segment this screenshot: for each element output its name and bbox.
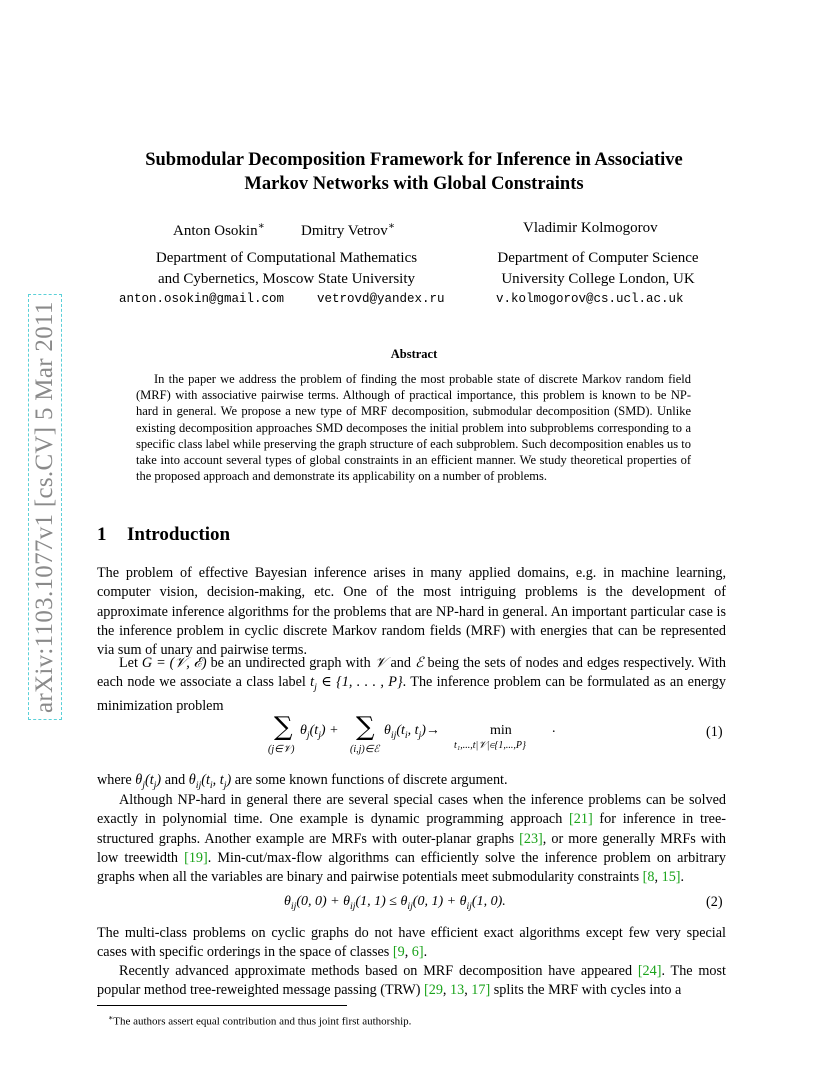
author-1 [173, 220, 265, 240]
equation-2: $\theta_{ij}(0$, $0) + \theta_{ij}(1$, $1) \le \theta_{ij}(0$, $1) + \theta_{ij}(1$, 0). [284, 894, 506, 912]
para3-text-3: , or more generally MRFs with low treewidth [97, 830, 726, 866]
section-heading [97, 524, 230, 546]
paragraph-1: The problem of effective Bayesian inference arises in many applied domains, e.g. in machine learning, computer vision, decision-making, etc. One of the most intriguing problems is the development of approximate inference algorithms for the problems that are NP-hard in general. An important particular case is the inference problem in cyclic discrete Markov random fields (MRF) with energies that can be represented via sum of unary and pairwise terms. [97, 565, 726, 659]
para2-math-label: t [310, 674, 315, 691]
equation-2-number: (2) [706, 894, 723, 910]
paragraph-3: Although NP-hard in general there are several special cases when the inference problems can be solved exactly in polynomial time. One example is dynamic programming approach [21] for inference in tree-structured graphs. Another example are MRFs with outer-planar graphs [23], or more generally MRFs with low treewidth [19]. Min-cut/max-flow algorithms can efficiently solve the inference problem on arbitrary graphs when all the variables are binary and pairwise potentials meet submodularity constraints [8, 15]. [97, 792, 726, 886]
sum-symbol-2: ∑ [356, 712, 375, 742]
abstract-heading: Abstract [390, 347, 438, 361]
para2-math-graph: G = (𝒱, ℰ) [141, 655, 207, 671]
where-text-1: where [97, 772, 136, 788]
paper-title [100, 148, 728, 196]
citation-6[interactable]: 6] [411, 944, 424, 961]
sum-2-subscript: (i,j)∈ℰ [350, 744, 380, 755]
footnote-mark: ∗ [108, 1013, 114, 1022]
author-1-name: Anton Osokin [173, 223, 258, 239]
citation-9[interactable]: [9 [392, 944, 405, 961]
para3-text-5: . [680, 869, 685, 886]
para2-text-3: and [386, 655, 415, 671]
para3-text-4: . Min-cut/max-flow algorithms can efficiently solve the inference problem on arbitrary graphs when all the variables are binary and pairwise potentials meet submodularity constraints [97, 849, 726, 886]
where-text-3: are some known functions of discrete argument. [231, 772, 508, 788]
citation-13[interactable]: 13 [450, 982, 465, 999]
para2-text-1: Let [119, 655, 142, 671]
equation-1-number: (1) [706, 724, 723, 740]
eq1-min: min [490, 723, 512, 738]
where-theta-ij: $\theta_{ij}(t_i$, $t_j$) [188, 772, 232, 791]
sum-1-subscript: (j∈𝒱) [268, 744, 295, 755]
author-2 [301, 220, 395, 240]
paragraph-2 [97, 654, 726, 717]
para2-math-nodes: 𝒱 [374, 655, 387, 671]
eq1-period: . [552, 721, 556, 736]
citation-29[interactable]: [29 [424, 982, 443, 999]
para5-text-1: Recently advanced approximate methods based on MRF decomposition have appeared [119, 963, 638, 979]
citation-19[interactable]: [19] [184, 849, 208, 866]
where-text-2: and [161, 772, 189, 788]
paragraph-4: The multi-class problems on cyclic graphs do not have efficient exact algorithms except few very special cases with specific orderings in the space of classes [9, 6]. [97, 925, 726, 961]
para3-text-2: for inference in tree-structured graphs. Another example are MRFs with outer-planar graphs [97, 811, 726, 847]
where-theta-j: $\theta_j(t_j)$ [135, 772, 162, 791]
para2-math-edges: ℰ [414, 655, 424, 671]
footnote-text: The authors assert equal contribution and thus joint first authorship. [113, 1015, 412, 1028]
citation-24[interactable]: [24] [637, 963, 662, 979]
footnote-divider [97, 1005, 347, 1006]
email-2[interactable]: vetrovd@yandex.ru [317, 292, 445, 306]
eq1-term-1: $\theta_j(t_j)$ + [300, 723, 339, 741]
para2-text-5: . The inference problem can be formulated as an energy minimization problem [97, 674, 726, 715]
para4-text-1: The multi-class problems on cyclic graphs do not have efficient exact algorithms except few very special cases with specific orderings in the space of classes [97, 925, 726, 961]
equation-1 [268, 712, 568, 760]
para5-text-2: . The most popular method tree-reweighted message passing (TRW) [97, 963, 726, 999]
title-line-1: Submodular Decomposition Framework for Inference in Associative [145, 150, 683, 170]
affiliation-left-line-1: Department of Computational Mathematics [155, 250, 418, 266]
author-3 [523, 220, 658, 237]
email-1[interactable]: anton.osokin@gmail.com [119, 292, 285, 306]
para2-text-2: be an undirected graph with [206, 655, 375, 671]
affiliation-left [120, 248, 453, 290]
footnote [108, 1013, 411, 1028]
paragraph-5: Recently advanced approximate methods based on MRF decomposition have appeared [24]. The most popular method tree-reweighted message passing (TRW) [29, 13, 17] splits the MRF with cycles into a [97, 963, 726, 999]
para2-math-label-sub: j [314, 682, 317, 694]
affiliation-right [462, 248, 734, 290]
para5-text-3: splits the MRF with cycles into a [490, 982, 682, 999]
citation-23[interactable]: [23] [519, 830, 543, 847]
abstract-text: In the paper we address the problem of finding the most probable state of discrete Markov random field (MRF) with associative pairwise terms. Although of practical importance, this problem is known to be NP-hard in general. We propose a new type of MRF decomposition, submodular decomposition (SMD). Unlike existing decomposition approaches SMD decomposes the initial problem into subproblems corresponding to a specific class label while preserving the graph structure of each subproblem. Such decomposition enables us to take into account several types of global constraints in an efficient manner. We study theoretical properties of the proposed approach and demonstrate its applicability on a number of problems. [136, 372, 691, 484]
arxiv-id: arXiv:1103.1077v1 [cs.CV] 5 Mar 2011 [28, 294, 62, 720]
affiliation-right-line-1: Department of Computer Science [497, 250, 699, 266]
author-2-mark: ∗ [387, 221, 395, 232]
eq1-term-2: $\theta_{ij}(t_i$, $t_j)\to$ [384, 723, 440, 741]
para2-text-4: being the sets of nodes and edges respectively. With each node we associate a class label [97, 655, 726, 691]
citation-21[interactable]: [21] [569, 811, 593, 828]
citation-15[interactable]: 15] [661, 869, 681, 886]
affiliation-right-line-2: University College London, UK [501, 271, 695, 287]
citation-17[interactable]: 17] [471, 982, 491, 999]
para3-text-1: Although NP-hard in general there are several special cases when the inference problems can be solved exactly in polynomial time. One example is dynamic programming approach [97, 792, 726, 828]
author-3-name: Vladimir Kolmogorov [523, 220, 658, 236]
citation-8[interactable]: [8 [642, 869, 655, 886]
affiliation-left-line-2: and Cybernetics, Moscow State University [157, 271, 416, 287]
email-3[interactable]: v.kolmogorov@cs.ucl.ac.uk [496, 292, 684, 306]
para4-text-2: . [423, 944, 428, 961]
author-2-name: Dmitry Vetrov [301, 223, 388, 239]
sum-symbol-1: ∑ [274, 712, 293, 742]
section-title: Introduction [127, 524, 231, 545]
title-line-2: Markov Networks with Global Constraints [244, 174, 584, 194]
para2-math-set: ∈ {1, . . . , P} [316, 674, 403, 691]
section-number: 1 [97, 524, 107, 545]
eq1-min-subscript: t₁,...,t|𝒱|∈{1,...,P} [454, 740, 527, 751]
author-1-mark: ∗ [257, 221, 265, 232]
